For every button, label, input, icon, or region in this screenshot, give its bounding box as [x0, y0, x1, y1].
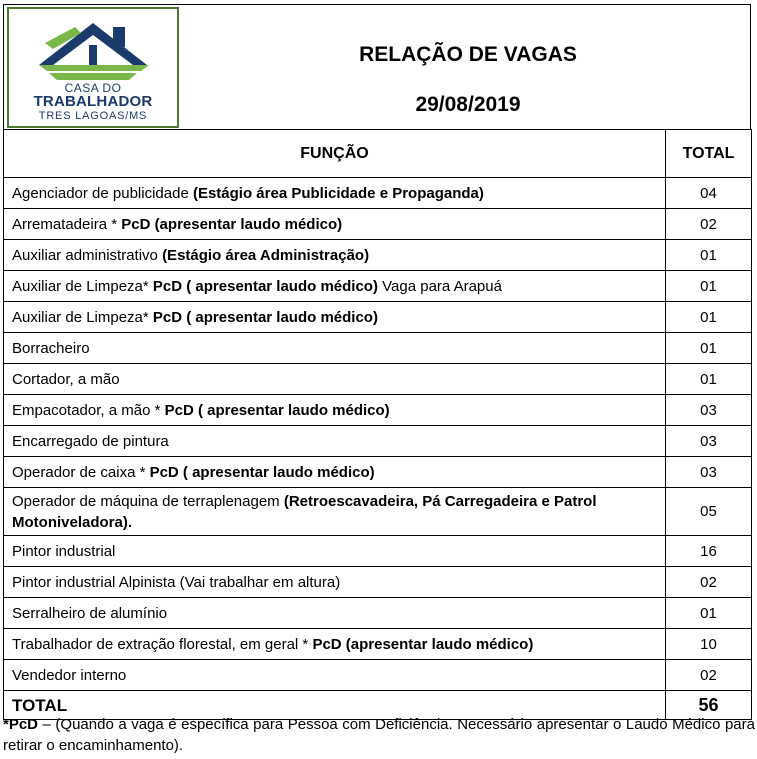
job-function-name: Trabalhador de extração florestal, em geral * — [12, 635, 313, 653]
footnote-term: *PcD — [3, 716, 39, 733]
job-total-cell: 04 — [666, 178, 752, 209]
logo-text-trabalhador: TRABALHADOR — [33, 93, 153, 110]
job-total-cell: 02 — [666, 567, 752, 598]
job-function-note: PcD ( apresentar laudo médico) — [152, 308, 378, 326]
job-total-cell: 01 — [666, 333, 752, 364]
job-function-cell — [4, 302, 666, 333]
job-function-name: Serralheiro de alumínio — [12, 604, 168, 622]
job-function-name: Pintor industrial — [12, 542, 116, 560]
casa-do-trabalhador-logo — [7, 7, 179, 128]
table-row — [4, 271, 752, 302]
job-function-note: PcD (apresentar laudo médico) — [121, 215, 343, 233]
job-function-cell — [4, 271, 666, 302]
job-total-cell: 03 — [666, 457, 752, 488]
job-function-name: Vendedor interno — [12, 666, 127, 684]
job-function-cell — [4, 629, 666, 660]
column-header-function: FUNÇÃO — [4, 130, 666, 178]
job-total-cell: 01 — [666, 302, 752, 333]
job-function-note: PcD ( apresentar laudo médico) — [152, 277, 378, 295]
job-total-cell: 02 — [666, 660, 752, 691]
job-function-cell — [4, 240, 666, 271]
job-function-note: PcD ( apresentar laudo médico) — [149, 463, 375, 481]
job-function-cell — [4, 567, 666, 598]
job-function-note: (Estágio área Publicidade e Propaganda) — [192, 184, 484, 202]
table-row — [4, 209, 752, 240]
job-function-note: PcD (apresentar laudo médico) — [312, 635, 534, 653]
job-function-name: Arrematadeira * — [12, 215, 122, 233]
job-total-cell: 01 — [666, 598, 752, 629]
job-function-note: (Estágio área Administração) — [162, 246, 370, 264]
table-row — [4, 536, 752, 567]
job-function-name: Empacotador, a mão * — [12, 401, 165, 419]
total-label: TOTAL — [4, 691, 666, 720]
job-total-cell: 03 — [666, 426, 752, 457]
table-row — [4, 240, 752, 271]
job-total-cell: 01 — [666, 271, 752, 302]
job-function-name: Operador de caixa * — [12, 463, 150, 481]
job-function-cell — [4, 364, 666, 395]
job-function-name: Auxiliar de Limpeza* — [12, 308, 153, 326]
table-row — [4, 629, 752, 660]
job-function-cell — [4, 536, 666, 567]
job-function-name: Auxiliar administrativo — [12, 246, 163, 264]
table-row — [4, 426, 752, 457]
job-function-name: Operador de máquina de terraplenagem — [12, 492, 284, 510]
table-row — [4, 302, 752, 333]
total-value: 56 — [666, 691, 752, 720]
job-function-name: Cortador, a mão — [12, 370, 120, 388]
job-function-cell — [4, 660, 666, 691]
job-total-cell: 02 — [666, 209, 752, 240]
job-function-cell — [4, 395, 666, 426]
table-row — [4, 457, 752, 488]
job-function-cell — [4, 426, 666, 457]
job-function-cell — [4, 488, 666, 536]
document-header — [3, 4, 751, 129]
job-function-name: Pintor industrial Alpinista (Vai trabalhar em altura) — [12, 573, 341, 591]
job-function-note: PcD ( apresentar laudo médico) — [164, 401, 390, 419]
job-total-cell: 10 — [666, 629, 752, 660]
job-function-name: Borracheiro — [12, 339, 90, 357]
table-row — [4, 364, 752, 395]
job-function-note: (Retroescavadeira, Pá Carregadeira e Patrol Motoniveladora). — [12, 492, 597, 531]
job-total-cell: 05 — [666, 488, 752, 536]
table-row — [4, 660, 752, 691]
job-function-name: Encarregado de pintura — [12, 432, 169, 450]
column-header-total: TOTAL — [666, 130, 752, 178]
page-title: RELAÇÃO DE VAGAS — [359, 43, 577, 66]
job-function-extra: Vaga para Arapuá — [377, 277, 502, 295]
table-header-row — [4, 130, 752, 178]
job-function-cell — [4, 333, 666, 364]
job-function-cell — [4, 457, 666, 488]
table-row — [4, 488, 752, 536]
logo-text-casa-do: CASA DO — [64, 81, 122, 95]
job-function-name: Auxiliar de Limpeza* — [12, 277, 153, 295]
job-total-cell: 01 — [666, 240, 752, 271]
logo-text-city: TRES LAGOAS/MS — [38, 110, 148, 122]
job-function-cell — [4, 598, 666, 629]
table-body — [4, 178, 752, 691]
job-total-cell: 16 — [666, 536, 752, 567]
job-function-name: Agenciador de publicidade — [12, 184, 193, 202]
job-function-cell — [4, 178, 666, 209]
footnote-text: – (Quando a vaga é específica para Pessoa com Deficiência. Necessário apresentar o Laudo Médico para retirar o encaminhamento). — [3, 716, 755, 754]
table-row — [4, 178, 752, 209]
footnote — [3, 714, 755, 756]
vacancies-table — [3, 129, 752, 720]
table-row — [4, 567, 752, 598]
job-total-cell: 01 — [666, 364, 752, 395]
table-row — [4, 395, 752, 426]
job-total-cell: 03 — [666, 395, 752, 426]
table-row — [4, 333, 752, 364]
job-function-cell — [4, 209, 666, 240]
page-date: 29/08/2019 — [415, 93, 521, 116]
house-emblem-icon — [9, 9, 177, 81]
table-row — [4, 598, 752, 629]
